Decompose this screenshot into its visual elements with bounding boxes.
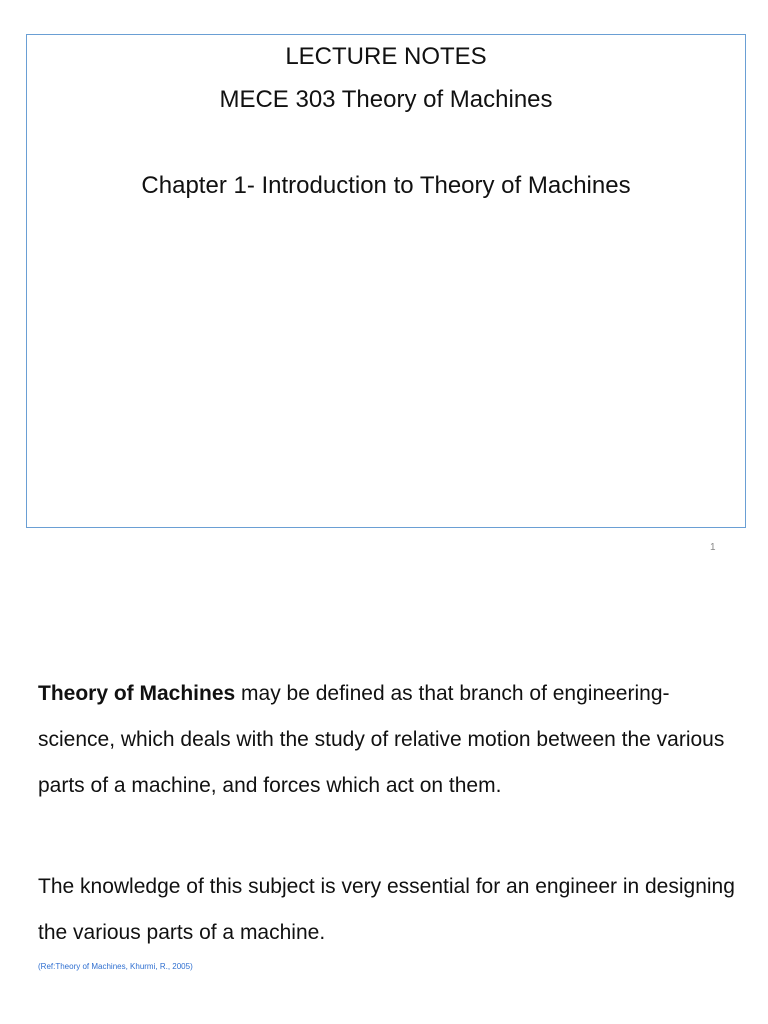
- title-slide-frame: [26, 34, 746, 528]
- course-title: MECE 303 Theory of Machines: [219, 86, 553, 113]
- definition-text: may be defined as that branch of engineering-science, which deals with the study of relative motion between the various parts of a machine, and forces which act on them.: [38, 682, 725, 797]
- lecture-notes-heading: LECTURE NOTES: [285, 43, 487, 70]
- knowledge-paragraph: The knowledge of this subject is very essential for an engineer in designing the various parts of a machine.: [38, 875, 735, 944]
- chapter-title: Chapter 1- Introduction to Theory of Machines: [141, 172, 631, 199]
- reference-citation: (Ref:Theory of Machines, Khurmi, R., 2005): [38, 962, 193, 971]
- definition-term: Theory of Machines: [38, 682, 236, 705]
- definition-paragraph: [38, 671, 738, 809]
- page-number: 1: [710, 542, 716, 553]
